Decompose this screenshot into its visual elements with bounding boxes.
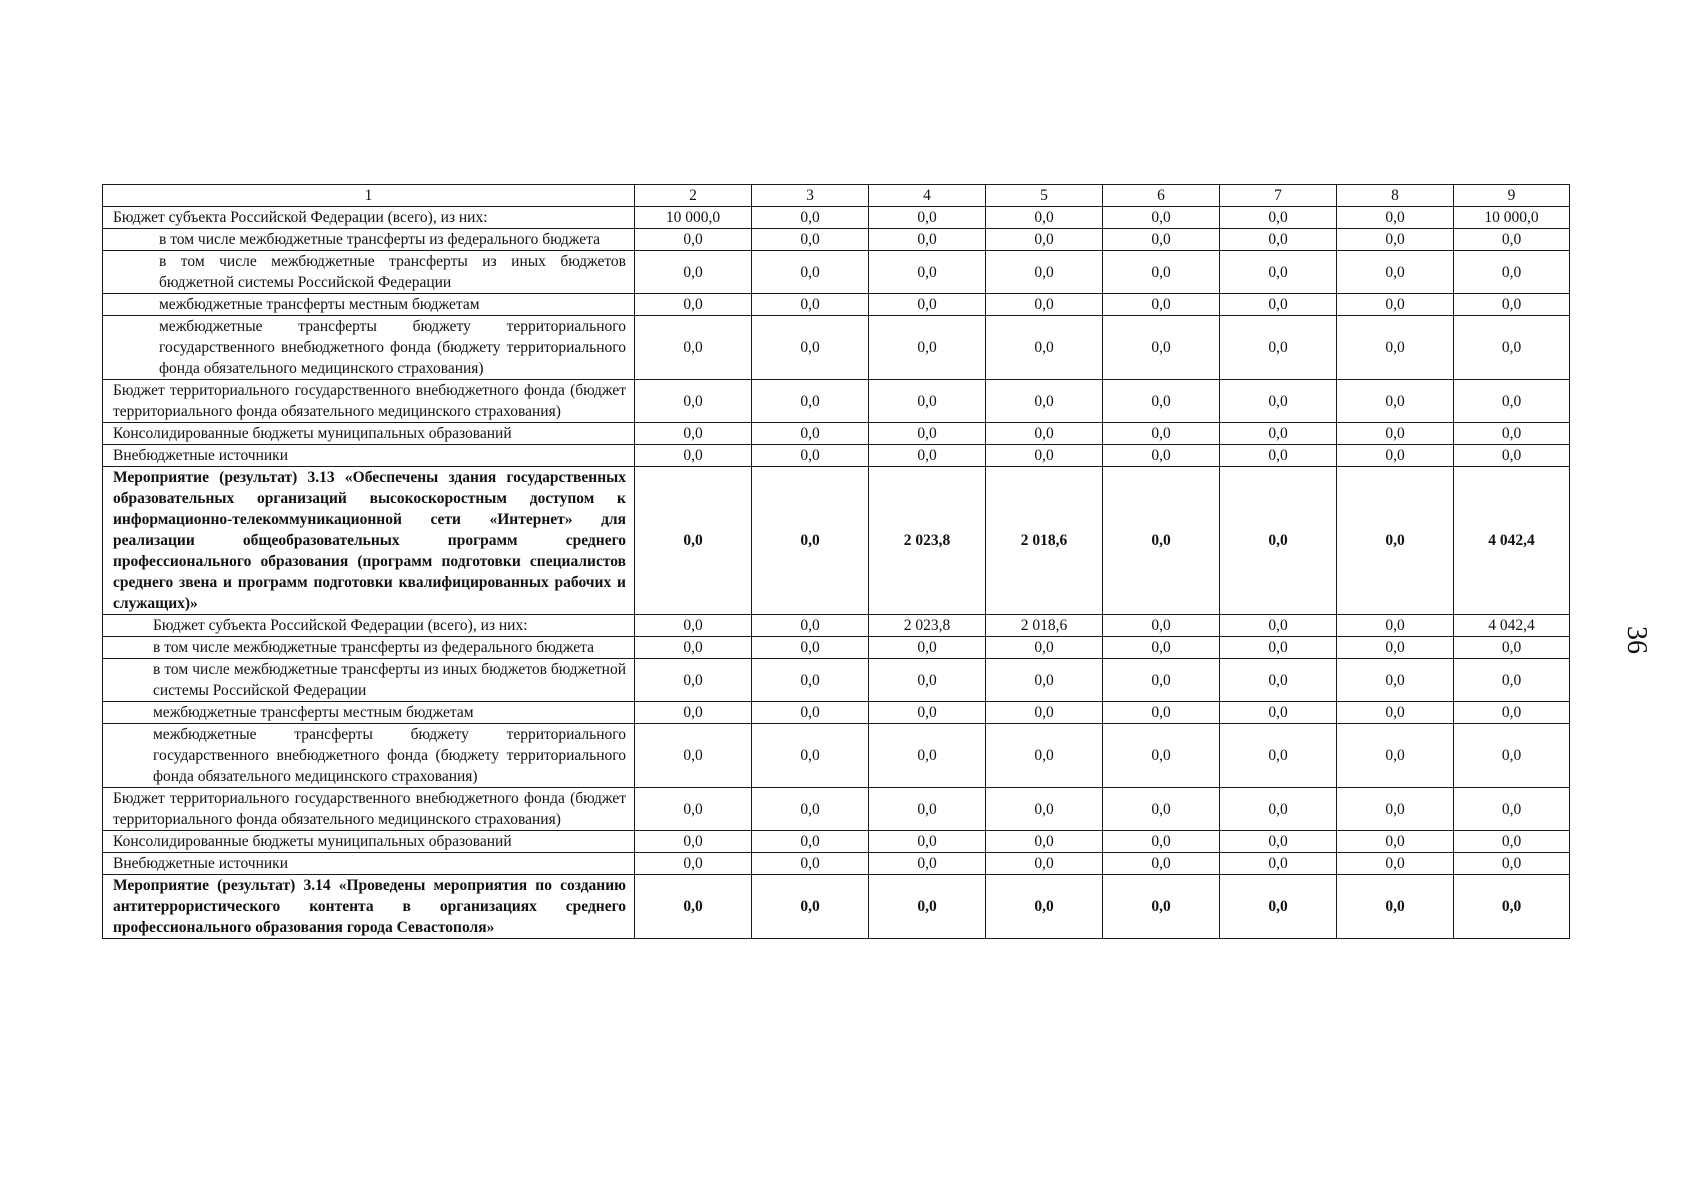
- cell-value: 0,0: [1454, 875, 1570, 939]
- cell-value: 10 000,0: [1454, 207, 1570, 229]
- row-label: в том числе межбюджетные трансферты из иных бюджетов бюджетной системы Российской Федерации: [103, 659, 635, 702]
- column-number-3: 3: [752, 185, 869, 207]
- cell-value: 0,0: [1103, 702, 1220, 724]
- row-label: в том числе межбюджетные трансферты из иных бюджетов бюджетной системы Российской Федерации: [103, 251, 635, 294]
- cell-value: 0,0: [1454, 724, 1570, 788]
- cell-value: 0,0: [752, 445, 869, 467]
- cell-value: 0,0: [752, 229, 869, 251]
- header-row: [103, 185, 1570, 207]
- cell-value: 0,0: [869, 316, 986, 380]
- cell-value: 0,0: [635, 316, 752, 380]
- cell-value: 0,0: [869, 294, 986, 316]
- column-number-9: 9: [1454, 185, 1570, 207]
- cell-value: 0,0: [1337, 831, 1454, 853]
- cell-value: 2 018,6: [986, 615, 1103, 637]
- table-row: [103, 724, 1570, 788]
- cell-value: 0,0: [752, 875, 869, 939]
- cell-value: 0,0: [986, 724, 1103, 788]
- cell-value: 0,0: [869, 423, 986, 445]
- cell-value: 0,0: [1103, 831, 1220, 853]
- row-label: Консолидированные бюджеты муниципальных образований: [103, 423, 635, 445]
- cell-value: 0,0: [1220, 637, 1337, 659]
- cell-value: 0,0: [1454, 637, 1570, 659]
- cell-value: 0,0: [1103, 294, 1220, 316]
- cell-value: 0,0: [1103, 316, 1220, 380]
- cell-value: 0,0: [869, 853, 986, 875]
- cell-value: 0,0: [1454, 316, 1570, 380]
- cell-value: 2 018,6: [986, 467, 1103, 615]
- cell-value: 0,0: [635, 702, 752, 724]
- table-row: [103, 423, 1570, 445]
- cell-value: 0,0: [869, 445, 986, 467]
- cell-value: 0,0: [986, 380, 1103, 423]
- cell-value: 0,0: [1103, 659, 1220, 702]
- cell-value: 0,0: [635, 724, 752, 788]
- cell-value: 0,0: [1220, 445, 1337, 467]
- cell-value: 0,0: [986, 251, 1103, 294]
- row-label: межбюджетные трансферты бюджету территориального государственного внебюджетного фонда (бюджету территориального фонда обязательного медицинского страхования): [103, 724, 635, 788]
- table-row: [103, 445, 1570, 467]
- cell-value: 0,0: [869, 637, 986, 659]
- table-row: [103, 831, 1570, 853]
- cell-value: 0,0: [1337, 788, 1454, 831]
- row-label: межбюджетные трансферты местным бюджетам: [103, 702, 635, 724]
- cell-value: 0,0: [1454, 294, 1570, 316]
- cell-value: 0,0: [1103, 615, 1220, 637]
- cell-value: 0,0: [752, 294, 869, 316]
- cell-value: 0,0: [1220, 229, 1337, 251]
- cell-value: 0,0: [1337, 316, 1454, 380]
- cell-value: 0,0: [869, 875, 986, 939]
- cell-value: 0,0: [986, 207, 1103, 229]
- cell-value: 0,0: [1103, 423, 1220, 445]
- cell-value: 0,0: [635, 467, 752, 615]
- cell-value: 0,0: [869, 702, 986, 724]
- cell-value: 0,0: [1337, 702, 1454, 724]
- cell-value: 0,0: [986, 659, 1103, 702]
- cell-value: 0,0: [1220, 831, 1337, 853]
- cell-value: 0,0: [986, 788, 1103, 831]
- row-label: Мероприятие (результат) 3.14 «Проведены мероприятия по созданию антитеррористического контента в организациях среднего профессионального образования города Севастополя»: [103, 875, 635, 939]
- cell-value: 0,0: [752, 637, 869, 659]
- cell-value: 0,0: [635, 294, 752, 316]
- cell-value: 0,0: [752, 702, 869, 724]
- cell-value: 0,0: [1337, 853, 1454, 875]
- table-row: [103, 853, 1570, 875]
- cell-value: 0,0: [1337, 294, 1454, 316]
- table-row: [103, 294, 1570, 316]
- cell-value: 2 023,8: [869, 467, 986, 615]
- column-number-7: 7: [1220, 185, 1337, 207]
- cell-value: 0,0: [1220, 615, 1337, 637]
- cell-value: 0,0: [1337, 207, 1454, 229]
- cell-value: 0,0: [1220, 788, 1337, 831]
- cell-value: 0,0: [1103, 380, 1220, 423]
- column-number-1: 1: [103, 185, 635, 207]
- budget-table: [102, 184, 1570, 939]
- cell-value: 0,0: [986, 831, 1103, 853]
- cell-value: 0,0: [986, 423, 1103, 445]
- row-label: Бюджет субъекта Российской Федерации (всего), из них:: [103, 207, 635, 229]
- activity-row: [103, 875, 1570, 939]
- column-number-2: 2: [635, 185, 752, 207]
- cell-value: 0,0: [1103, 445, 1220, 467]
- cell-value: 0,0: [635, 380, 752, 423]
- row-label: Внебюджетные источники: [103, 853, 635, 875]
- cell-value: 0,0: [752, 724, 869, 788]
- cell-value: 0,0: [1337, 875, 1454, 939]
- row-label: Мероприятие (результат) 3.13 «Обеспечены здания государственных образовательных организаций высокоскоростным доступом к информационно-телекоммуникационной сети «Интернет» для реализации общеобразовательных программ среднего профессионального образования (программ подготовки специалистов среднего звена и программ подготовки квалифицированных рабочих и служащих)»: [103, 467, 635, 615]
- cell-value: 0,0: [752, 380, 869, 423]
- cell-value: 0,0: [1220, 467, 1337, 615]
- cell-value: 0,0: [1454, 445, 1570, 467]
- cell-value: 0,0: [1220, 659, 1337, 702]
- cell-value: 0,0: [752, 251, 869, 294]
- cell-value: 0,0: [752, 831, 869, 853]
- cell-value: 0,0: [986, 229, 1103, 251]
- cell-value: 0,0: [1103, 853, 1220, 875]
- cell-value: 0,0: [986, 875, 1103, 939]
- cell-value: 0,0: [1337, 637, 1454, 659]
- table-row: [103, 251, 1570, 294]
- cell-value: 0,0: [1220, 702, 1337, 724]
- cell-value: 2 023,8: [869, 615, 986, 637]
- table-row: [103, 788, 1570, 831]
- cell-value: 0,0: [752, 788, 869, 831]
- row-label: Бюджет территориального государственного внебюджетного фонда (бюджет территориального фонда обязательного медицинского страхования): [103, 788, 635, 831]
- cell-value: 0,0: [1103, 788, 1220, 831]
- row-label: Бюджет территориального государственного внебюджетного фонда (бюджет территориального фонда обязательного медицинского страхования): [103, 380, 635, 423]
- cell-value: 0,0: [869, 788, 986, 831]
- activity-row: [103, 467, 1570, 615]
- row-label: Бюджет субъекта Российской Федерации (всего), из них:: [103, 615, 635, 637]
- cell-value: 0,0: [635, 423, 752, 445]
- table-row: [103, 380, 1570, 423]
- cell-value: 0,0: [1220, 316, 1337, 380]
- cell-value: 0,0: [635, 788, 752, 831]
- cell-value: 0,0: [1103, 251, 1220, 294]
- cell-value: 0,0: [1103, 724, 1220, 788]
- table-row: [103, 229, 1570, 251]
- column-number-5: 5: [986, 185, 1103, 207]
- cell-value: 0,0: [635, 445, 752, 467]
- table-row: [103, 316, 1570, 380]
- cell-value: 0,0: [1454, 831, 1570, 853]
- cell-value: 0,0: [1220, 724, 1337, 788]
- cell-value: 0,0: [986, 316, 1103, 380]
- cell-value: 0,0: [752, 615, 869, 637]
- cell-value: 0,0: [1454, 229, 1570, 251]
- cell-value: 0,0: [1337, 229, 1454, 251]
- cell-value: 0,0: [869, 251, 986, 294]
- cell-value: 0,0: [1220, 294, 1337, 316]
- cell-value: 0,0: [1220, 853, 1337, 875]
- row-label: Консолидированные бюджеты муниципальных образований: [103, 831, 635, 853]
- cell-value: 0,0: [1337, 659, 1454, 702]
- cell-value: 0,0: [752, 423, 869, 445]
- cell-value: 0,0: [1103, 207, 1220, 229]
- cell-value: 0,0: [986, 702, 1103, 724]
- cell-value: 4 042,4: [1454, 615, 1570, 637]
- cell-value: 0,0: [635, 615, 752, 637]
- cell-value: 0,0: [1220, 423, 1337, 445]
- cell-value: 0,0: [1337, 251, 1454, 294]
- cell-value: 0,0: [869, 207, 986, 229]
- table-row: [103, 702, 1570, 724]
- row-label: Внебюджетные источники: [103, 445, 635, 467]
- cell-value: 0,0: [1220, 251, 1337, 294]
- column-number-4: 4: [869, 185, 986, 207]
- cell-value: 0,0: [635, 875, 752, 939]
- cell-value: 0,0: [1454, 380, 1570, 423]
- cell-value: 0,0: [635, 831, 752, 853]
- cell-value: 0,0: [869, 380, 986, 423]
- cell-value: 0,0: [869, 831, 986, 853]
- row-label: в том числе межбюджетные трансферты из федерального бюджета: [103, 229, 635, 251]
- cell-value: 0,0: [752, 316, 869, 380]
- cell-value: 0,0: [635, 229, 752, 251]
- cell-value: 0,0: [1454, 659, 1570, 702]
- page-number: 36: [1621, 626, 1652, 654]
- cell-value: 0,0: [635, 637, 752, 659]
- cell-value: 0,0: [869, 229, 986, 251]
- cell-value: 0,0: [869, 724, 986, 788]
- cell-value: 10 000,0: [635, 207, 752, 229]
- cell-value: 0,0: [1454, 251, 1570, 294]
- cell-value: 0,0: [986, 853, 1103, 875]
- cell-value: 0,0: [1103, 229, 1220, 251]
- cell-value: 0,0: [1220, 380, 1337, 423]
- cell-value: 0,0: [1337, 380, 1454, 423]
- table-row: [103, 207, 1570, 229]
- cell-value: 0,0: [752, 853, 869, 875]
- cell-value: 0,0: [1454, 423, 1570, 445]
- cell-value: 0,0: [986, 637, 1103, 659]
- cell-value: 0,0: [1103, 637, 1220, 659]
- cell-value: 0,0: [1454, 788, 1570, 831]
- row-label: межбюджетные трансферты местным бюджетам: [103, 294, 635, 316]
- cell-value: 0,0: [1337, 615, 1454, 637]
- cell-value: 0,0: [635, 251, 752, 294]
- cell-value: 0,0: [869, 659, 986, 702]
- cell-value: 0,0: [1337, 724, 1454, 788]
- cell-value: 0,0: [1103, 875, 1220, 939]
- cell-value: 0,0: [752, 659, 869, 702]
- cell-value: 0,0: [752, 207, 869, 229]
- cell-value: 4 042,4: [1454, 467, 1570, 615]
- cell-value: 0,0: [1454, 853, 1570, 875]
- row-label: в том числе межбюджетные трансферты из федерального бюджета: [103, 637, 635, 659]
- cell-value: 0,0: [752, 467, 869, 615]
- cell-value: 0,0: [1337, 423, 1454, 445]
- row-label: межбюджетные трансферты бюджету территориального государственного внебюджетного фонда (бюджету территориального фонда обязательного медицинского страхования): [103, 316, 635, 380]
- cell-value: 0,0: [986, 445, 1103, 467]
- column-number-6: 6: [1103, 185, 1220, 207]
- cell-value: 0,0: [1337, 445, 1454, 467]
- cell-value: 0,0: [1103, 467, 1220, 615]
- table-row: [103, 615, 1570, 637]
- cell-value: 0,0: [1454, 702, 1570, 724]
- cell-value: 0,0: [1220, 207, 1337, 229]
- cell-value: 0,0: [986, 294, 1103, 316]
- cell-value: 0,0: [1337, 467, 1454, 615]
- cell-value: 0,0: [635, 853, 752, 875]
- column-number-8: 8: [1337, 185, 1454, 207]
- table-row: [103, 637, 1570, 659]
- cell-value: 0,0: [635, 659, 752, 702]
- table-row: [103, 659, 1570, 702]
- cell-value: 0,0: [1220, 875, 1337, 939]
